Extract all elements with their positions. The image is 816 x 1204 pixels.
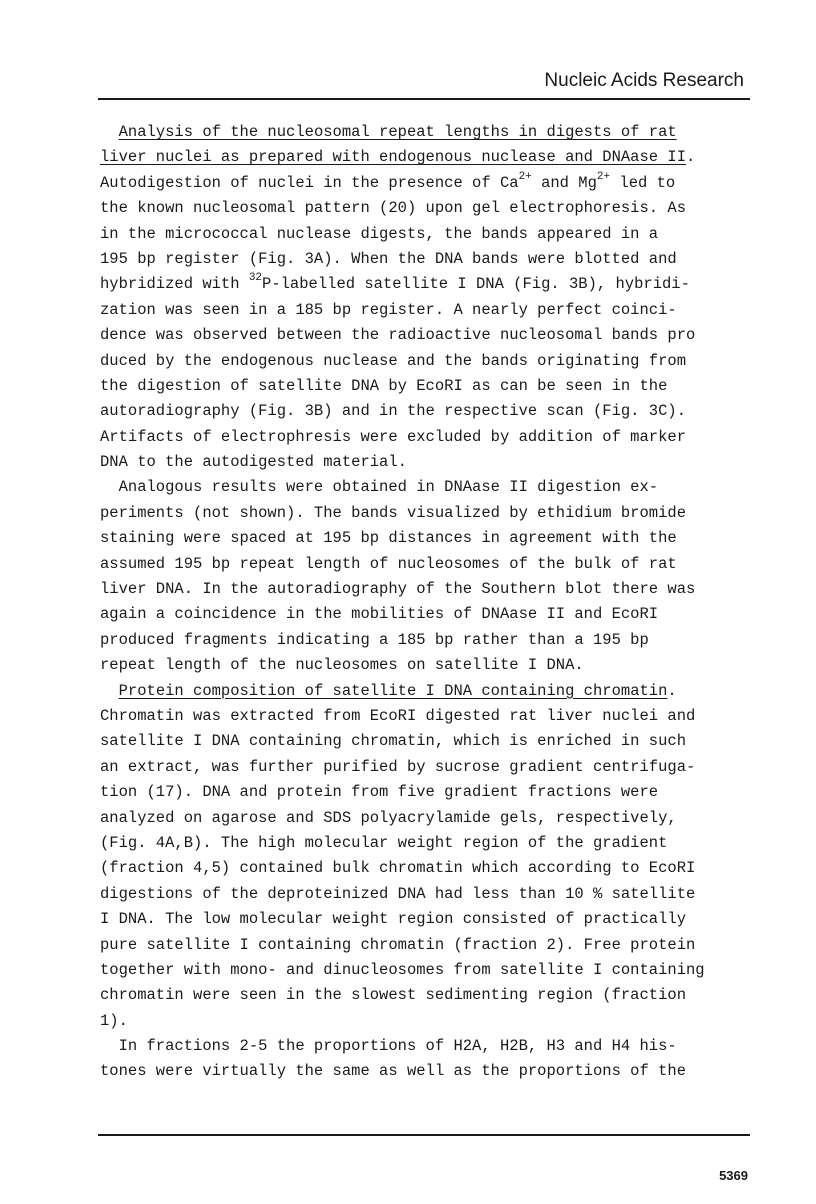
text-line bbox=[100, 450, 760, 475]
line-text: and Mg bbox=[531, 173, 597, 192]
underlined-heading: liver nuclei as prepared with endogenous nuclease and DNAase II bbox=[100, 148, 686, 167]
line-text: Artifacts of electrophresis were excluded by addition of marker bbox=[100, 427, 686, 446]
footer-rule bbox=[98, 1134, 750, 1136]
underlined-heading: Analysis of the nucleosomal repeat lengths in digests of rat bbox=[118, 123, 677, 141]
text-line bbox=[100, 526, 760, 551]
superscript: 32 bbox=[248, 272, 263, 285]
text-line bbox=[100, 272, 760, 297]
text-line bbox=[100, 602, 760, 627]
line-text: In fractions 2-5 the proportions of H2A, H2B, H3 and H4 his- bbox=[100, 1037, 677, 1056]
superscript: 2+ bbox=[596, 170, 611, 183]
text-line bbox=[100, 628, 760, 653]
line-text: zation was seen in a 185 bp register. A nearly perfect coinci- bbox=[100, 300, 677, 319]
text-line bbox=[100, 425, 760, 450]
line-text: satellite I DNA containing chromatin, which is enriched in such bbox=[100, 732, 686, 751]
text-line bbox=[100, 983, 760, 1008]
line-text: repeat length of the nucleosomes on satellite I DNA. bbox=[100, 656, 584, 675]
line-text: P-labelled satellite I DNA (Fig. 3B), hybridi- bbox=[262, 275, 690, 294]
line-text: Autodigestion of nuclei in the presence of Ca bbox=[100, 173, 519, 192]
line-text: tones were virtually the same as well as the proportions of the bbox=[100, 1062, 686, 1081]
line-text: assumed 195 bp repeat length of nucleosomes of the bulk of rat bbox=[100, 554, 677, 573]
line-text bbox=[100, 682, 119, 700]
underlined-heading: Protein composition of satellite I DNA containing chromatin bbox=[118, 681, 668, 700]
text-line bbox=[100, 1034, 760, 1059]
text-line bbox=[100, 882, 760, 907]
line-text: 195 bp register (Fig. 3A). When the DNA bands were blotted and bbox=[100, 249, 677, 268]
text-line bbox=[100, 755, 760, 780]
text-line bbox=[100, 399, 760, 424]
line-text: staining were spaced at 195 bp distances in agreement with the bbox=[100, 529, 677, 548]
body-text bbox=[100, 120, 760, 1085]
text-line bbox=[100, 679, 760, 704]
text-line bbox=[100, 298, 760, 323]
superscript: 2+ bbox=[518, 170, 532, 183]
text-line bbox=[100, 552, 760, 577]
line-text: pure satellite I containing chromatin (fraction 2). Free protein bbox=[100, 935, 696, 954]
line-text: DNA to the autodigested material. bbox=[100, 453, 407, 472]
text-line bbox=[100, 780, 760, 805]
text-line bbox=[100, 171, 760, 196]
text-line bbox=[100, 247, 760, 272]
line-text: Chromatin was extracted from EcoRI digested rat liver nuclei and bbox=[100, 706, 696, 725]
line-text: (Fig. 4A,B). The high molecular weight region of the gradient bbox=[100, 833, 668, 852]
text-line bbox=[100, 577, 760, 602]
line-text: hybridized with bbox=[100, 275, 249, 294]
line-text: again a coincidence in the mobilities of DNAase II and EcoRI bbox=[100, 605, 659, 624]
line-text: 1). bbox=[100, 1011, 128, 1030]
line-text: an extract, was further purified by sucrose gradient centrifuga- bbox=[100, 757, 696, 776]
line-text bbox=[100, 123, 119, 141]
line-text: Analogous results were obtained in DNAase II digestion ex- bbox=[100, 478, 659, 497]
line-text: chromatin were seen in the slowest sedimenting region (fraction bbox=[100, 986, 686, 1005]
line-text: (fraction 4,5) contained bulk chromatin which according to EcoRI bbox=[100, 859, 696, 878]
text-line bbox=[100, 222, 760, 247]
line-text: duced by the endogenous nuclease and the bands originating from bbox=[100, 351, 686, 370]
text-line bbox=[100, 374, 760, 399]
text-line bbox=[100, 501, 760, 526]
header-rule bbox=[98, 98, 750, 100]
text-line bbox=[100, 831, 760, 856]
text-line bbox=[100, 907, 760, 932]
line-text: dence was observed between the radioactive nucleosomal bands pro bbox=[100, 326, 696, 345]
text-line bbox=[100, 806, 760, 831]
line-text: . bbox=[667, 681, 677, 700]
text-line bbox=[100, 729, 760, 754]
line-text: led to bbox=[610, 173, 676, 192]
line-text: in the micrococcal nuclease digests, the bands appeared in a bbox=[100, 224, 659, 243]
line-text: the known nucleosomal pattern (20) upon gel electrophoresis. As bbox=[100, 199, 686, 218]
line-text: together with mono- and dinucleosomes from satellite I containing bbox=[100, 960, 705, 979]
line-text: analyzed on agarose and SDS polyacrylamide gels, respectively, bbox=[100, 808, 677, 827]
text-line bbox=[100, 475, 760, 500]
text-line bbox=[100, 1059, 760, 1084]
journal-title: Nucleic Acids Research bbox=[544, 70, 744, 91]
text-line bbox=[100, 145, 760, 170]
text-line bbox=[100, 323, 760, 348]
line-text: I DNA. The low molecular weight region consisted of practically bbox=[100, 910, 686, 929]
line-text: produced fragments indicating a 185 bp rather than a 195 bp bbox=[100, 630, 649, 649]
line-text: digestions of the deproteinized DNA had less than 10 % satellite bbox=[100, 884, 696, 903]
line-text: liver DNA. In the autoradiography of the Southern blot there was bbox=[100, 580, 696, 599]
line-text: . bbox=[686, 148, 696, 167]
text-line bbox=[100, 653, 760, 678]
line-text: the digestion of satellite DNA by EcoRI as can be seen in the bbox=[100, 376, 668, 395]
line-text: periments (not shown). The bands visualized by ethidium bromide bbox=[100, 503, 686, 522]
text-line bbox=[100, 958, 760, 983]
text-line bbox=[100, 856, 760, 881]
text-line bbox=[100, 933, 760, 958]
text-line bbox=[100, 120, 760, 145]
line-text: tion (17). DNA and protein from five gradient fractions were bbox=[100, 783, 659, 802]
text-line bbox=[100, 704, 760, 729]
text-line bbox=[100, 349, 760, 374]
text-line bbox=[100, 1009, 760, 1034]
line-text: autoradiography (Fig. 3B) and in the respective scan (Fig. 3C). bbox=[100, 402, 686, 421]
page-number: 5369 bbox=[719, 1168, 748, 1183]
text-line bbox=[100, 196, 760, 221]
